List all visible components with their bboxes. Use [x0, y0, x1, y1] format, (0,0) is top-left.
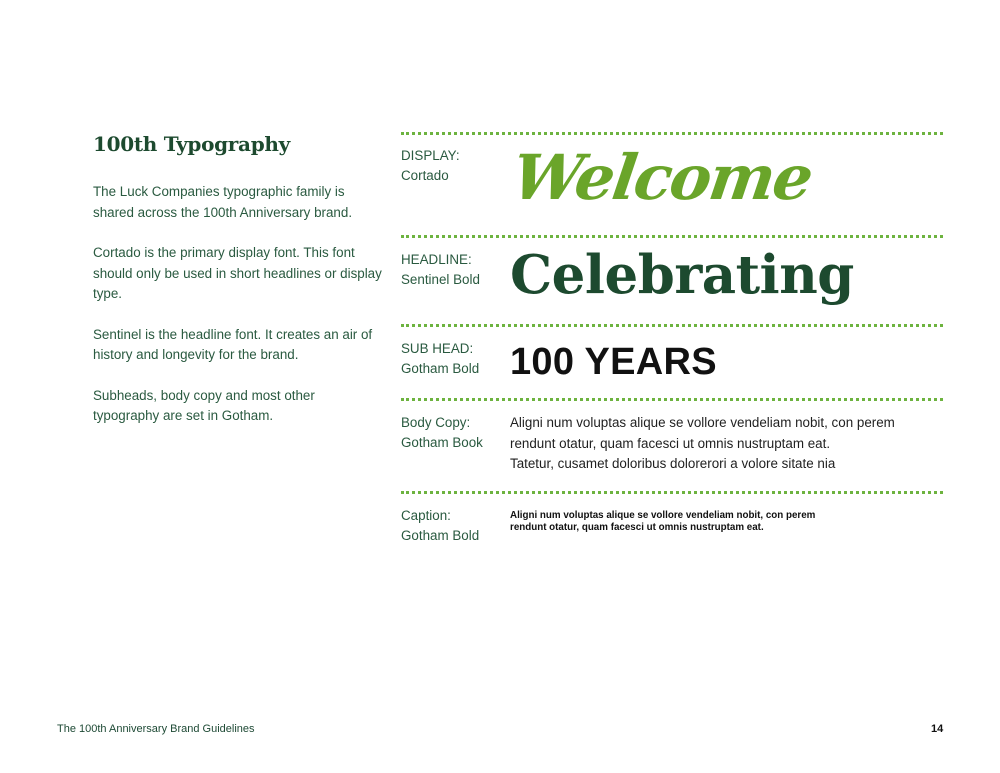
body-line-2: rendunt otatur, quam facesci ut omnis nustruptam eat.	[510, 435, 831, 451]
headline-sample: Celebrating	[510, 244, 854, 306]
subhead-font-name: Gotham Bold	[401, 361, 480, 376]
caption-font-name: Gotham Bold	[401, 528, 480, 543]
headline-font-name: Sentinel Bold	[401, 272, 480, 287]
headline-label-block	[401, 250, 480, 290]
dotted-divider	[401, 235, 943, 238]
subhead-label-block	[401, 339, 479, 379]
headline-label: HEADLINE:	[401, 252, 472, 267]
display-sample: Welcome	[507, 141, 816, 214]
intro-paragraph-4: Subheads, body copy and most other typography are set in Gotham.	[93, 387, 315, 423]
display-font-name: Cortado	[401, 168, 449, 183]
dotted-divider	[401, 398, 943, 401]
intro-paragraph-1: The Luck Companies typographic family is shared across the 100th Anniversary brand.	[93, 184, 353, 220]
body-line-1: Aligni num voluptas alique se vollore vendeliam nobit, con perem	[510, 415, 895, 430]
subhead-label: SUB HEAD:	[401, 341, 474, 356]
body-sample	[510, 413, 940, 475]
dotted-divider	[401, 324, 943, 327]
intro-section	[93, 132, 383, 447]
dotted-divider	[401, 491, 943, 494]
caption-label: Caption:	[401, 508, 451, 523]
subhead-sample: 100 YEARS	[510, 341, 717, 383]
section-title: 100th Typography	[93, 132, 290, 156]
intro-paragraph-2: Cortado is the primary display font. This font should only be used in short headlines or display type.	[93, 245, 382, 301]
display-label-block	[401, 146, 460, 186]
dotted-divider	[401, 132, 943, 135]
intro-paragraph-3: Sentinel is the headline font. It creates an air of history and longevity for the brand.	[93, 326, 373, 362]
caption-sample: Aligni num voluptas alique se vollore vendeliam nobit, con perem rendunt otatur, quam facesci ut omnis nustruptam eat.	[510, 510, 816, 533]
caption-label-block	[401, 506, 479, 546]
body-font-name: Gotham Book	[401, 435, 483, 450]
footer-title: The 100th Anniversary Brand Guidelines	[57, 723, 255, 735]
display-label: DISPLAY:	[401, 148, 460, 163]
body-label: Body Copy:	[401, 415, 471, 430]
body-line-3: Tatetur, cusamet doloribus dolorerori a volore sitate nia	[510, 456, 836, 471]
page-number: 14	[931, 723, 944, 735]
body-label-block	[401, 413, 483, 453]
